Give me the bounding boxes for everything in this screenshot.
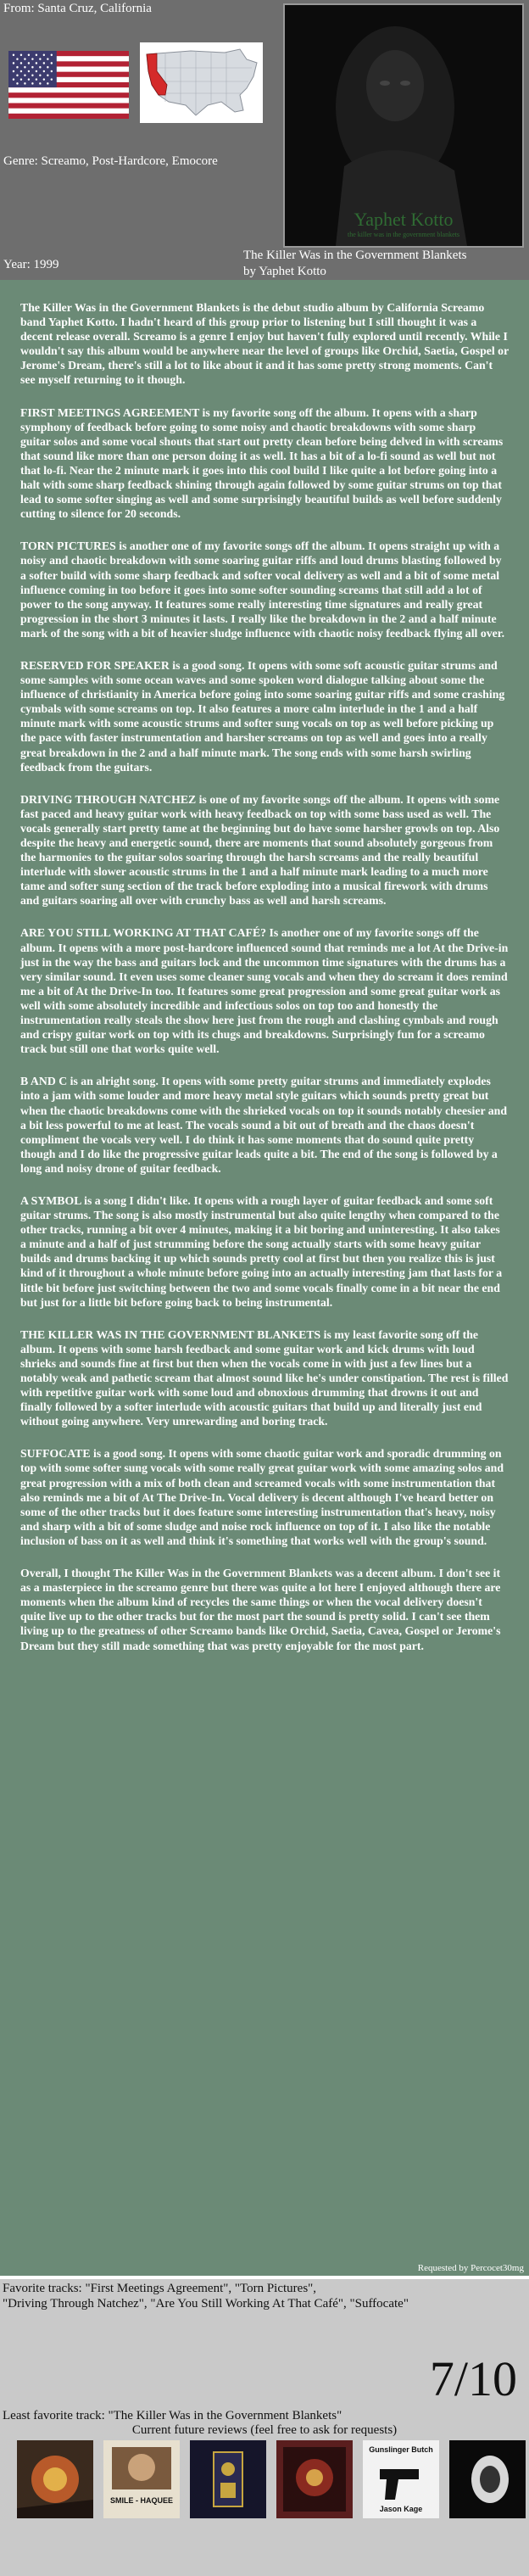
album-cover-image <box>283 3 524 248</box>
future-review-thumbnail[interactable] <box>103 2440 180 2518</box>
future-review-thumbnail[interactable] <box>449 2440 526 2518</box>
review-paragraph: DRIVING THROUGH NATCHEZ is one of my favorite songs off the album. It opens with some fast paced and heavy guitar work with heavy feedback on top with some bass used as well. The vocals generally start pretty tame at the beginning but do have some harsher growls on top. Also despite the heavy and energetic sound, there are moments that sound absolutely gorgeous from the harmonies to the guitar solos soaring through the harsh screams and the really beautiful interlude with slower acoustic strums in the 1 and a half minute mark leading to a much more tame and softer sung section of the track before exploding into a musical firework with drums and guitars soaring all over with crunchy bass as well and harsh screams. <box>20 792 500 908</box>
review-paragraph: Overall, I thought The Killer Was in the Government Blankets was a decent album. I don't see it as a masterpiece in the screamo genre but there was quite a lot here I enjoyed although there are moments when the album kind of recycles the same things or when the vocal delivery doesn't quite live up to the other tracks but for the most part the sound is pretty solid. I can't see them living up to the greatness of other Screamo bands like Orchid, Saetia, Cavea, Gospel or Jerome's Dream but they still made something that was pretty enjoyable for the most part. <box>20 1567 501 1652</box>
thumbnail-art <box>17 2440 93 2518</box>
future-review-thumbnail[interactable] <box>17 2440 93 2518</box>
review-paragraph: ARE YOU STILL WORKING AT THAT CAFÉ? Is another one of my favorite songs off the album. It opens with a more post-hardcore influenced sound that reminds me a lot At the Drive-in just in the way the bass and guitars lock and the uncommon time signatures with the drums has a very similar sound. It even uses some cleaner sung vocals and when they do scream it does remind me a bit of At the Drive-In too. It features some great progression and some great guitar work as well with some absolutely incredible and infectious solos on top too and honestly the instrumentation really steals the show here just from the rough and clashing cymbals and rough and crispy guitar work on top with its chugs and breakdowns. Surprisingly fun for a screamo track but still one that works quite well. <box>20 926 509 1056</box>
future-review-thumbnail[interactable] <box>363 2440 439 2518</box>
review-body <box>0 280 529 2260</box>
favorite-tracks-line: Favorite tracks: "First Meetings Agreement", "Torn Pictures", <box>3 2282 317 2295</box>
origin-text: From: Santa Cruz, California <box>3 2 152 15</box>
least-favorite-track: Least favorite track: "The Killer Was in the Government Blankets" <box>3 2409 342 2422</box>
review-paragraph: TORN PICTURES is another one of my favorite songs off the album. It opens straight up with a noisy and chaotic breakdown with some soaring guitar riffs and loud drums blasting followed by a softer build with some sharp feedback and softer vocal delivery as well and a bit of some metal influence coming in too before it goes into some softer sounding screams that still add a lot of power to the song anyway. It features some really interesting time signatures and really great progression in the short 3 minutes it lasts. I really like the breakdown in the 2 and a half minute mark of the song with a bit of heavier sludge influence with chaotic noisy feedback flying all over. <box>20 539 505 640</box>
future-review-thumbnail[interactable] <box>276 2440 353 2518</box>
review-paragraph: SUFFOCATE is a good song. It opens with some chaotic guitar work and sporadic drumming on top with some softer sung vocals with some really great guitar work with some amazing solos and great progression with a mix of both clean and screamed vocals with some instrumentation that also reminds me a bit of At The Drive-In. Vocal delivery is decent although I've heard better on some of the other tracks but it does feature some interesting instrumentation that's heavy, noisy and sharp with a bit of some sludge and noise rock influence on top of it. I also like the notable inclusion of bass on it as well and think it's something that works well with the group's sound. <box>20 1447 504 1547</box>
footer-panel <box>0 2279 529 2576</box>
review-paragraph: RESERVED FOR SPEAKER is a good song. It opens with some soft acoustic guitar strums and some samples with some ocean waves and some spoken word dialogue talking about some the influence of christianity in America before going into some soaring guitar riffs and some crashing cymbals with some screams on top. It also features a more calm interlude in the 1 and a half minute mark with some acoustic strums and softer sung vocals on top as well before picking up the pace with faster instrumentation and harsher screams on top as well and goes into a really great breakdown in the 2 and a half minute mark. The song ends with some harsh swirling feedback from the guitars. <box>20 658 505 774</box>
review-paragraph: FIRST MEETINGS AGREEMENT is my favorite song off the album. It opens with a sharp symphony of feedback before going to some noisy and chaotic breakdowns with some sharp guitar solos and some vocal shouts that start out pretty clean before being delved in with screams that sound like more than one person doing it as well. It has a bit of a lo-fi sound as well but not that lo-fi. Near the 2 minute mark it goes into this cool build I like quite a lot before going into a halt with some sharp feedback shining through again followed by some guitar strums on top that lead to some softer singing as well and some surprisingly beautiful builds as well before suddenly cutting to silence for 20 seconds. <box>20 405 504 521</box>
cover-album-subtitle: the killer was in the government blankets <box>348 231 459 238</box>
thumbnail-label: Jason Kage <box>379 2505 423 2513</box>
thumbnail-art <box>190 2440 266 2518</box>
future-reviews-heading: Current future reviews (feel free to ask for requests) <box>131 2423 398 2437</box>
album-title-line: The Killer Was in the Government Blankets <box>243 249 467 262</box>
future-review-thumbnail[interactable] <box>190 2440 266 2518</box>
score: 7/10 <box>429 2351 517 2406</box>
album-title-caption <box>243 248 466 280</box>
album-artist-line: by Yaphet Kotto <box>243 265 326 278</box>
review-paragraph: B AND C is an alright song. It opens with some pretty guitar strums and immediately explodes into a jam with some louder and more heavy metal style guitars which sounds pretty great but when the chaotic breakdowns come with the shrieked vocals on top it sounds notably cheesier and a bit less powerful to me at least. The vocals sound a bit out of breath and the chaos doesn't compliment the vocals very well. I do think it has some moments that do sound quite pretty though and I do like the progressive guitar leads quite a bit. The end of the song is followed by a long and noisy drone of guitar feedback. <box>20 1075 508 1175</box>
review-paragraph: A SYMBOL is a song I didn't like. It opens with a rough layer of guitar feedback and some soft guitar strums. The song is also mostly instrumental but also quite lengthy when compared to the other tracks, running a bit over 4 minutes, making it a bit boring and uninteresting. It also takes a minute and a half of just strumming before the song actually starts with some heavy guitar builds and drums backing it up which sounds pretty cool at first but then you realize this is just kind of it throughout a whole minute before going into an actually interesting jam that lasts for a little bit before just switching between the two and some vocals finally come in a bit near the end but just for a little bit before going back to being instrumental. <box>20 1193 503 1309</box>
us-map-california-image <box>140 42 263 123</box>
header <box>0 0 529 280</box>
thumbnail-art <box>449 2440 526 2518</box>
favorite-tracks <box>3 2281 520 2311</box>
review-paragraph: THE KILLER WAS IN THE GOVERNMENT BLANKETS is my least favorite song off the album. It opens with some harsh feedback and some guitar work and kick drums with loud shrieks and sounds fine at first but then when the vocals come in with just a few lines but a notably weak and pathetic scream that almost sound like he's under constipation. The rest is filled with repetitive guitar work with some loud and obnoxious drumming that drowns it out and finally followed by a softer interlude with acoustic guitars that build up and literally just end without going anywhere. Very unrewarding and boring track. <box>20 1327 509 1428</box>
year-text: Year: 1999 <box>3 258 59 271</box>
review-paragraph: The Killer Was in the Government Blankets is the debut studio album by California Screamo band Yaphet Kotto. I hadn't heard of this group prior to listening but I still thought it was a decent release overall. Screamo is a genre I enjoy but haven't fully explored until recently. While I wouldn't say this album would be anywhere near the level of groups like Orchid, Saetia, Gospel or Jerome's Dream, there's still a lot to like about it and it has some pretty strong moments. Can't see myself returning to it though. <box>20 301 509 387</box>
cover-band-name: Yaphet Kotto <box>354 209 454 230</box>
thumbnail-art <box>276 2440 353 2518</box>
future-reviews-thumbnails <box>17 2440 526 2521</box>
thumbnail-label: SMILE - HAQUEE <box>109 2496 173 2505</box>
genre-text: Genre: Screamo, Post-Hardcore, Emocore <box>3 154 218 168</box>
us-flag-image <box>8 51 129 119</box>
favorite-tracks-line: "Driving Through Natchez", "Are You Still Working At That Café", "Suffocate" <box>3 2297 409 2311</box>
requested-by-text: Requested by Percocet30mg <box>0 2260 529 2276</box>
thumbnail-art <box>103 2440 180 2518</box>
thumbnail-label: Gunslinger Butch <box>369 2445 433 2454</box>
